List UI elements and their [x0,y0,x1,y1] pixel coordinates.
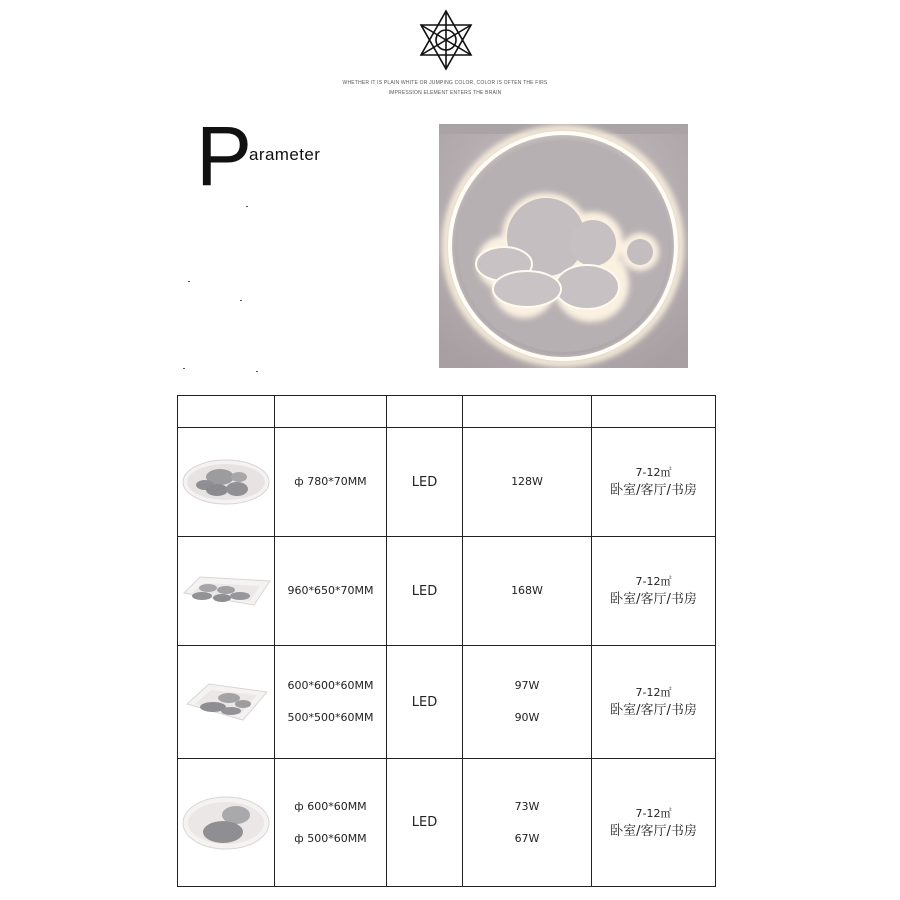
power-cell [463,428,592,537]
light-cell: LED [387,759,463,887]
power-cell [463,646,592,759]
rooms-value: 卧室/客厅/书房 [610,703,697,718]
thumbnail-cell [178,759,275,887]
light-cell: LED [387,646,463,759]
speck [240,300,242,301]
size-cell [275,537,387,646]
power-value: 67W [514,831,540,845]
area-value: 7-12㎡ [635,466,672,479]
area-value: 7-12㎡ [635,686,672,699]
table-row [178,428,716,537]
room-cell [592,428,716,537]
power-cell [463,759,592,887]
table-row [178,646,716,759]
speck [256,371,258,372]
size-value: ф 500*60MM [294,831,367,845]
size-value: ф 780*70MM [294,475,367,488]
square-lamp-thumbnail [183,680,269,724]
tagline-line-1: WHETHER IT IS PLAIN WHITE OR JUMPING COLOR, COLOR IS OFTEN THE FIRS [342,80,548,86]
section-title [196,109,323,203]
header-cell-area [592,396,716,428]
area-value: 7-12㎡ [635,575,672,588]
header-cell-power [463,396,592,428]
room-cell [592,646,716,759]
size-value: 960*650*70MM [287,584,374,597]
tagline-line-2: IMPRESSION ELEMENT ENTERS THE BRAIN [388,90,502,96]
round-lamp-thumbnail [181,456,271,508]
size-value: ф 600*60MM [294,799,367,813]
section-title-initial: P [196,109,253,203]
power-value: 73W [514,799,540,813]
header-cell-size [275,396,387,428]
area-value: 7-12㎡ [635,806,672,820]
tagline [300,78,590,98]
section-title-rest: arameter [249,145,321,164]
table-header-row [178,396,716,428]
header-cell-image [178,396,275,428]
rectangular-lamp-thumbnail [180,571,272,611]
parameter-table [177,395,716,887]
round-ceiling-lamp-photo [439,124,688,368]
rooms-value: 卧室/客厅/书房 [610,483,697,498]
size-cell [275,759,387,887]
power-value: 97W [514,679,540,692]
speck [183,368,185,369]
size-cell [275,428,387,537]
size-value: 500*500*60MM [287,711,374,724]
room-cell [592,537,716,646]
size-value: 600*600*60MM [287,679,374,692]
thumbnail-cell [178,646,275,759]
speck [188,281,190,282]
table-row [178,759,716,887]
thumbnail-cell [178,537,275,646]
rooms-value: 卧室/客厅/书房 [610,592,697,607]
power-value: 168W [511,584,543,597]
header-cell-light [387,396,463,428]
power-cell [463,537,592,646]
star-of-david-geometric-icon [415,9,477,71]
table-row [178,537,716,646]
light-cell: LED [387,428,463,537]
power-value: 90W [514,711,540,724]
small-round-lamp-thumbnail [181,793,271,853]
rooms-value: 卧室/客厅/书房 [610,823,697,839]
thumbnail-cell [178,428,275,537]
speck [246,206,248,207]
size-cell [275,646,387,759]
power-value: 128W [511,475,543,488]
light-cell: LED [387,537,463,646]
room-cell [592,759,716,887]
